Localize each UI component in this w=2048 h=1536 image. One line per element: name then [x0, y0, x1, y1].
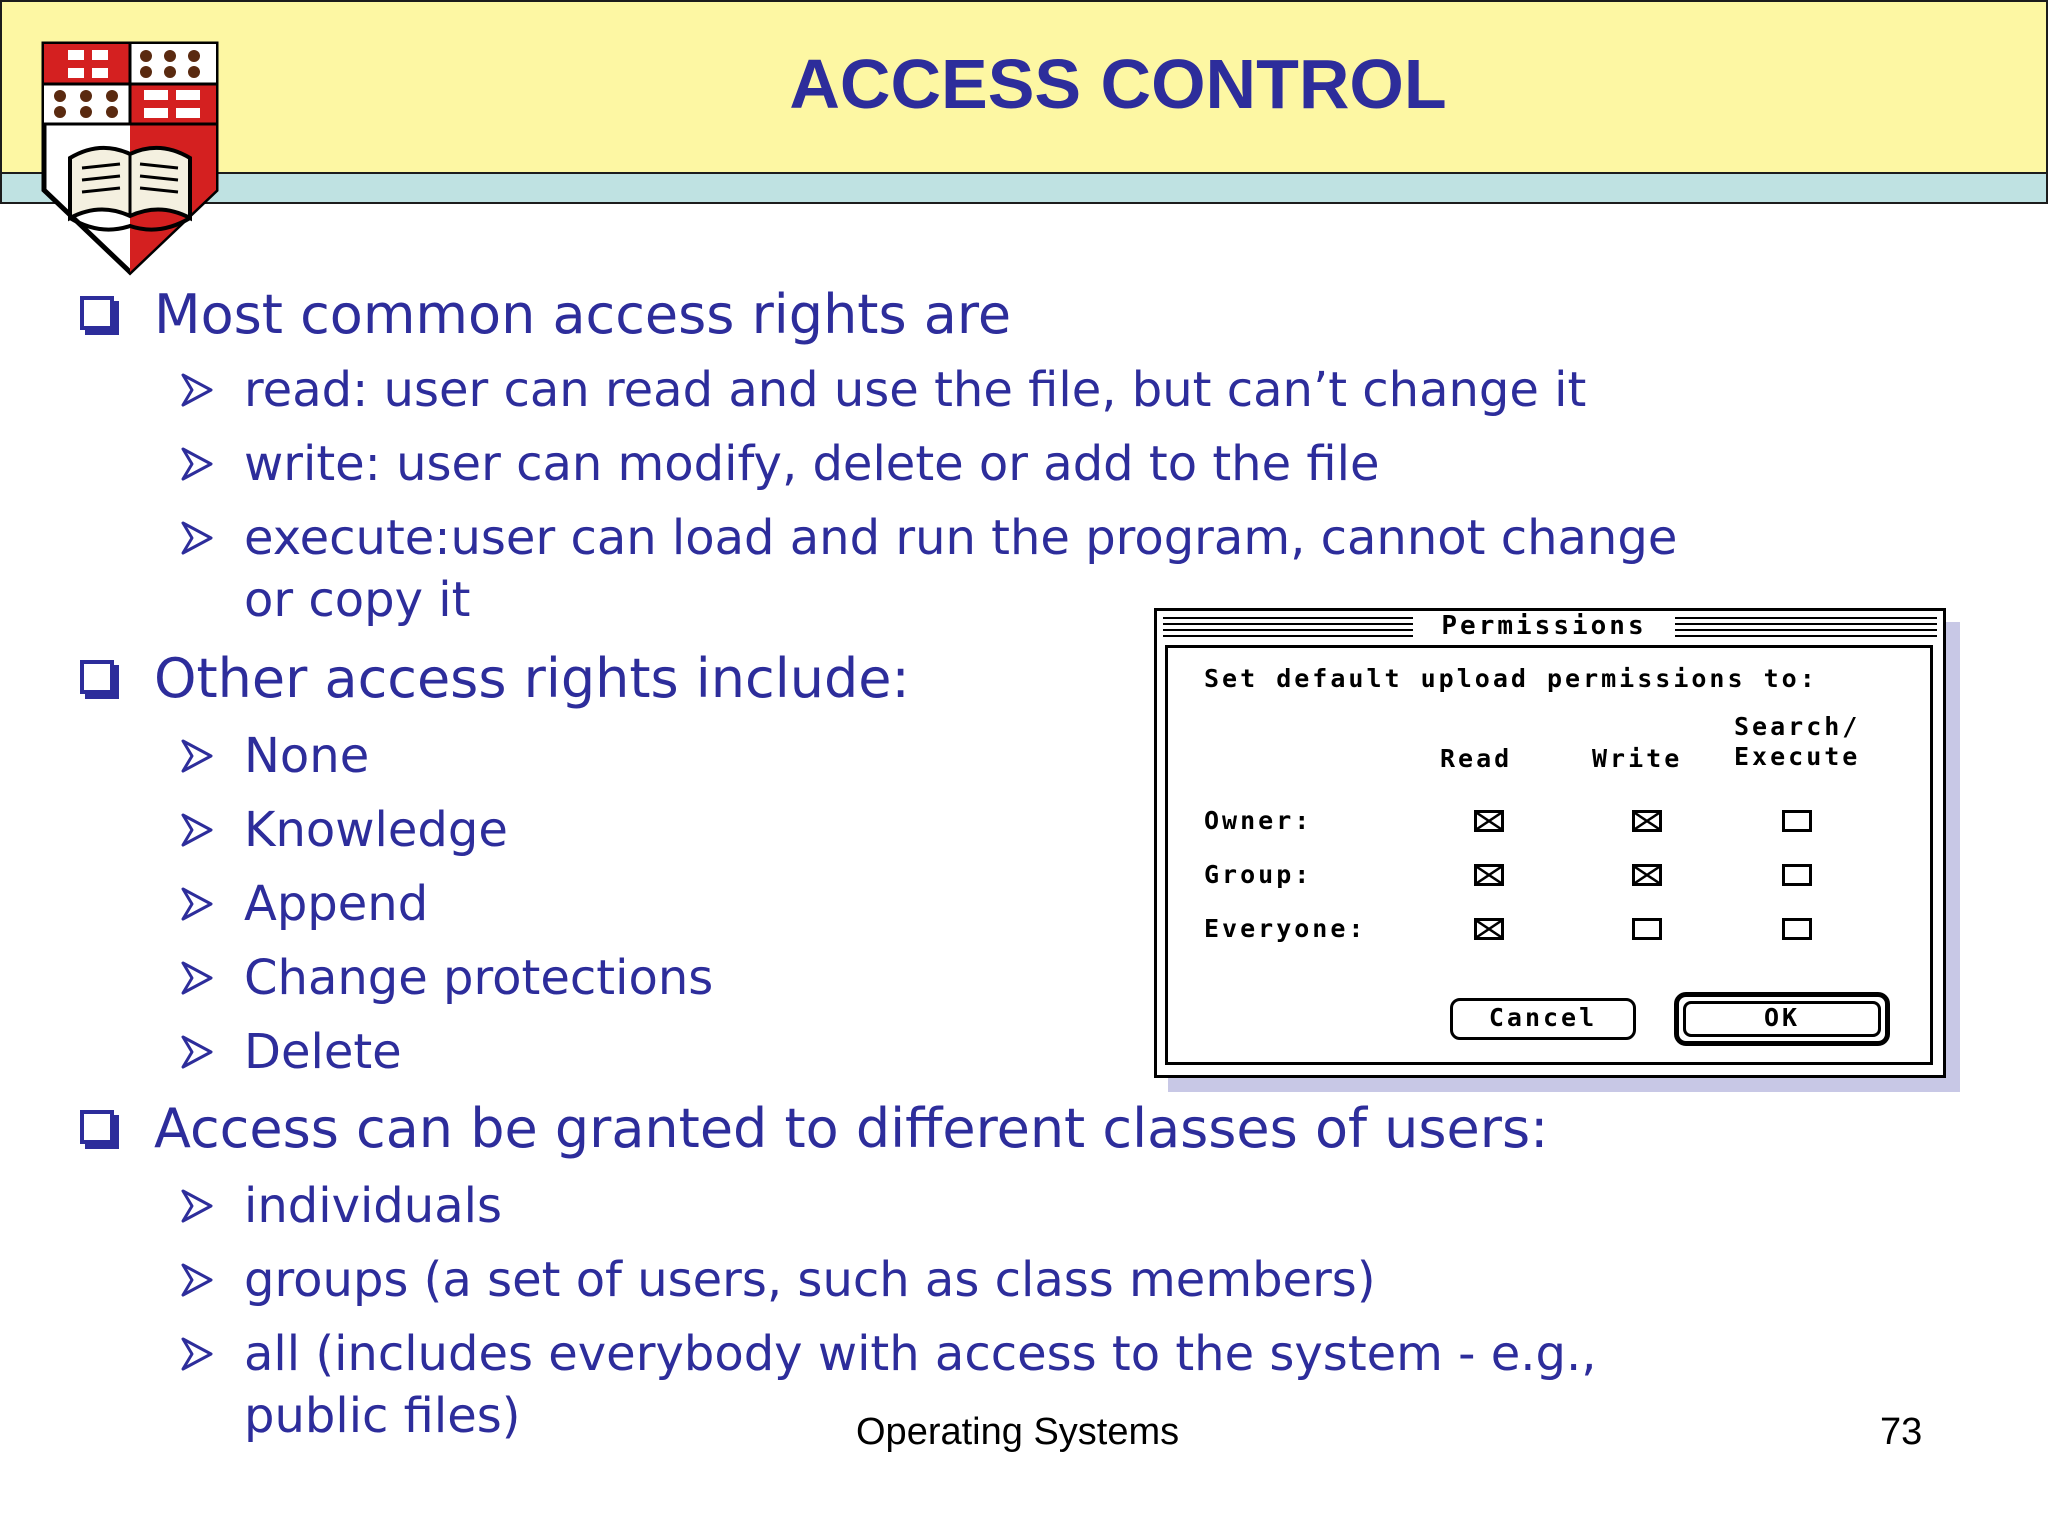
checkbox-bullet-icon: [80, 1110, 114, 1144]
everyone-execute-checkbox[interactable]: [1782, 918, 1812, 940]
checkmark-x-icon: [1477, 813, 1501, 829]
arrowhead-bullet-icon: [180, 1034, 214, 1070]
group-execute-checkbox[interactable]: [1782, 864, 1812, 886]
checkbox-bullet-icon: [80, 660, 114, 694]
arrowhead-bullet-icon: [180, 1188, 214, 1224]
cancel-button[interactable]: Cancel: [1450, 998, 1636, 1040]
page-number: 73: [1880, 1411, 1923, 1453]
dialog-body: [1165, 645, 1933, 1065]
column-header-execute: Execute: [1734, 742, 1861, 771]
arrowhead-bullet-icon: [180, 372, 214, 408]
dialog-title: Permissions: [1413, 611, 1675, 641]
owner-execute-checkbox[interactable]: [1782, 810, 1812, 832]
ok-button[interactable]: OK: [1674, 992, 1890, 1046]
footer-course-title: Operating Systems: [856, 1411, 1180, 1453]
page-title: ACCESS CONTROL: [789, 45, 1447, 123]
checkmark-x-icon: [1477, 867, 1501, 883]
column-header-write: Write: [1592, 744, 1683, 773]
arrowhead-bullet-icon: [180, 886, 214, 922]
checkbox-bullet-icon: [80, 296, 114, 330]
owner-read-checkbox[interactable]: [1474, 810, 1504, 832]
arrowhead-bullet-icon: [180, 960, 214, 996]
checkmark-x-icon: [1635, 813, 1659, 829]
arrowhead-bullet-icon: [180, 1336, 214, 1372]
checkmark-x-icon: [1635, 867, 1659, 883]
row-label-everyone: Everyone:: [1204, 914, 1367, 943]
ok-button-inner-ring: [1683, 1001, 1881, 1037]
column-header-search: Search/: [1734, 712, 1861, 741]
group-write-checkbox[interactable]: [1632, 864, 1662, 886]
arrowhead-bullet-icon: [180, 738, 214, 774]
everyone-write-checkbox[interactable]: [1632, 918, 1662, 940]
header-stripe: [0, 172, 2048, 204]
column-header-read: Read: [1440, 744, 1513, 773]
arrowhead-bullet-icon: [180, 812, 214, 848]
row-label-group: Group:: [1204, 860, 1313, 889]
arrowhead-bullet-icon: [180, 520, 214, 556]
everyone-read-checkbox[interactable]: [1474, 918, 1504, 940]
dialog-prompt: Set default upload permissions to:: [1204, 664, 1818, 693]
group-read-checkbox[interactable]: [1474, 864, 1504, 886]
permissions-dialog: [1154, 608, 1946, 1078]
row-label-owner: Owner:: [1204, 806, 1313, 835]
checkmark-x-icon: [1477, 921, 1501, 937]
owner-write-checkbox[interactable]: [1632, 810, 1662, 832]
arrowhead-bullet-icon: [180, 1262, 214, 1298]
arrowhead-bullet-icon: [180, 446, 214, 482]
